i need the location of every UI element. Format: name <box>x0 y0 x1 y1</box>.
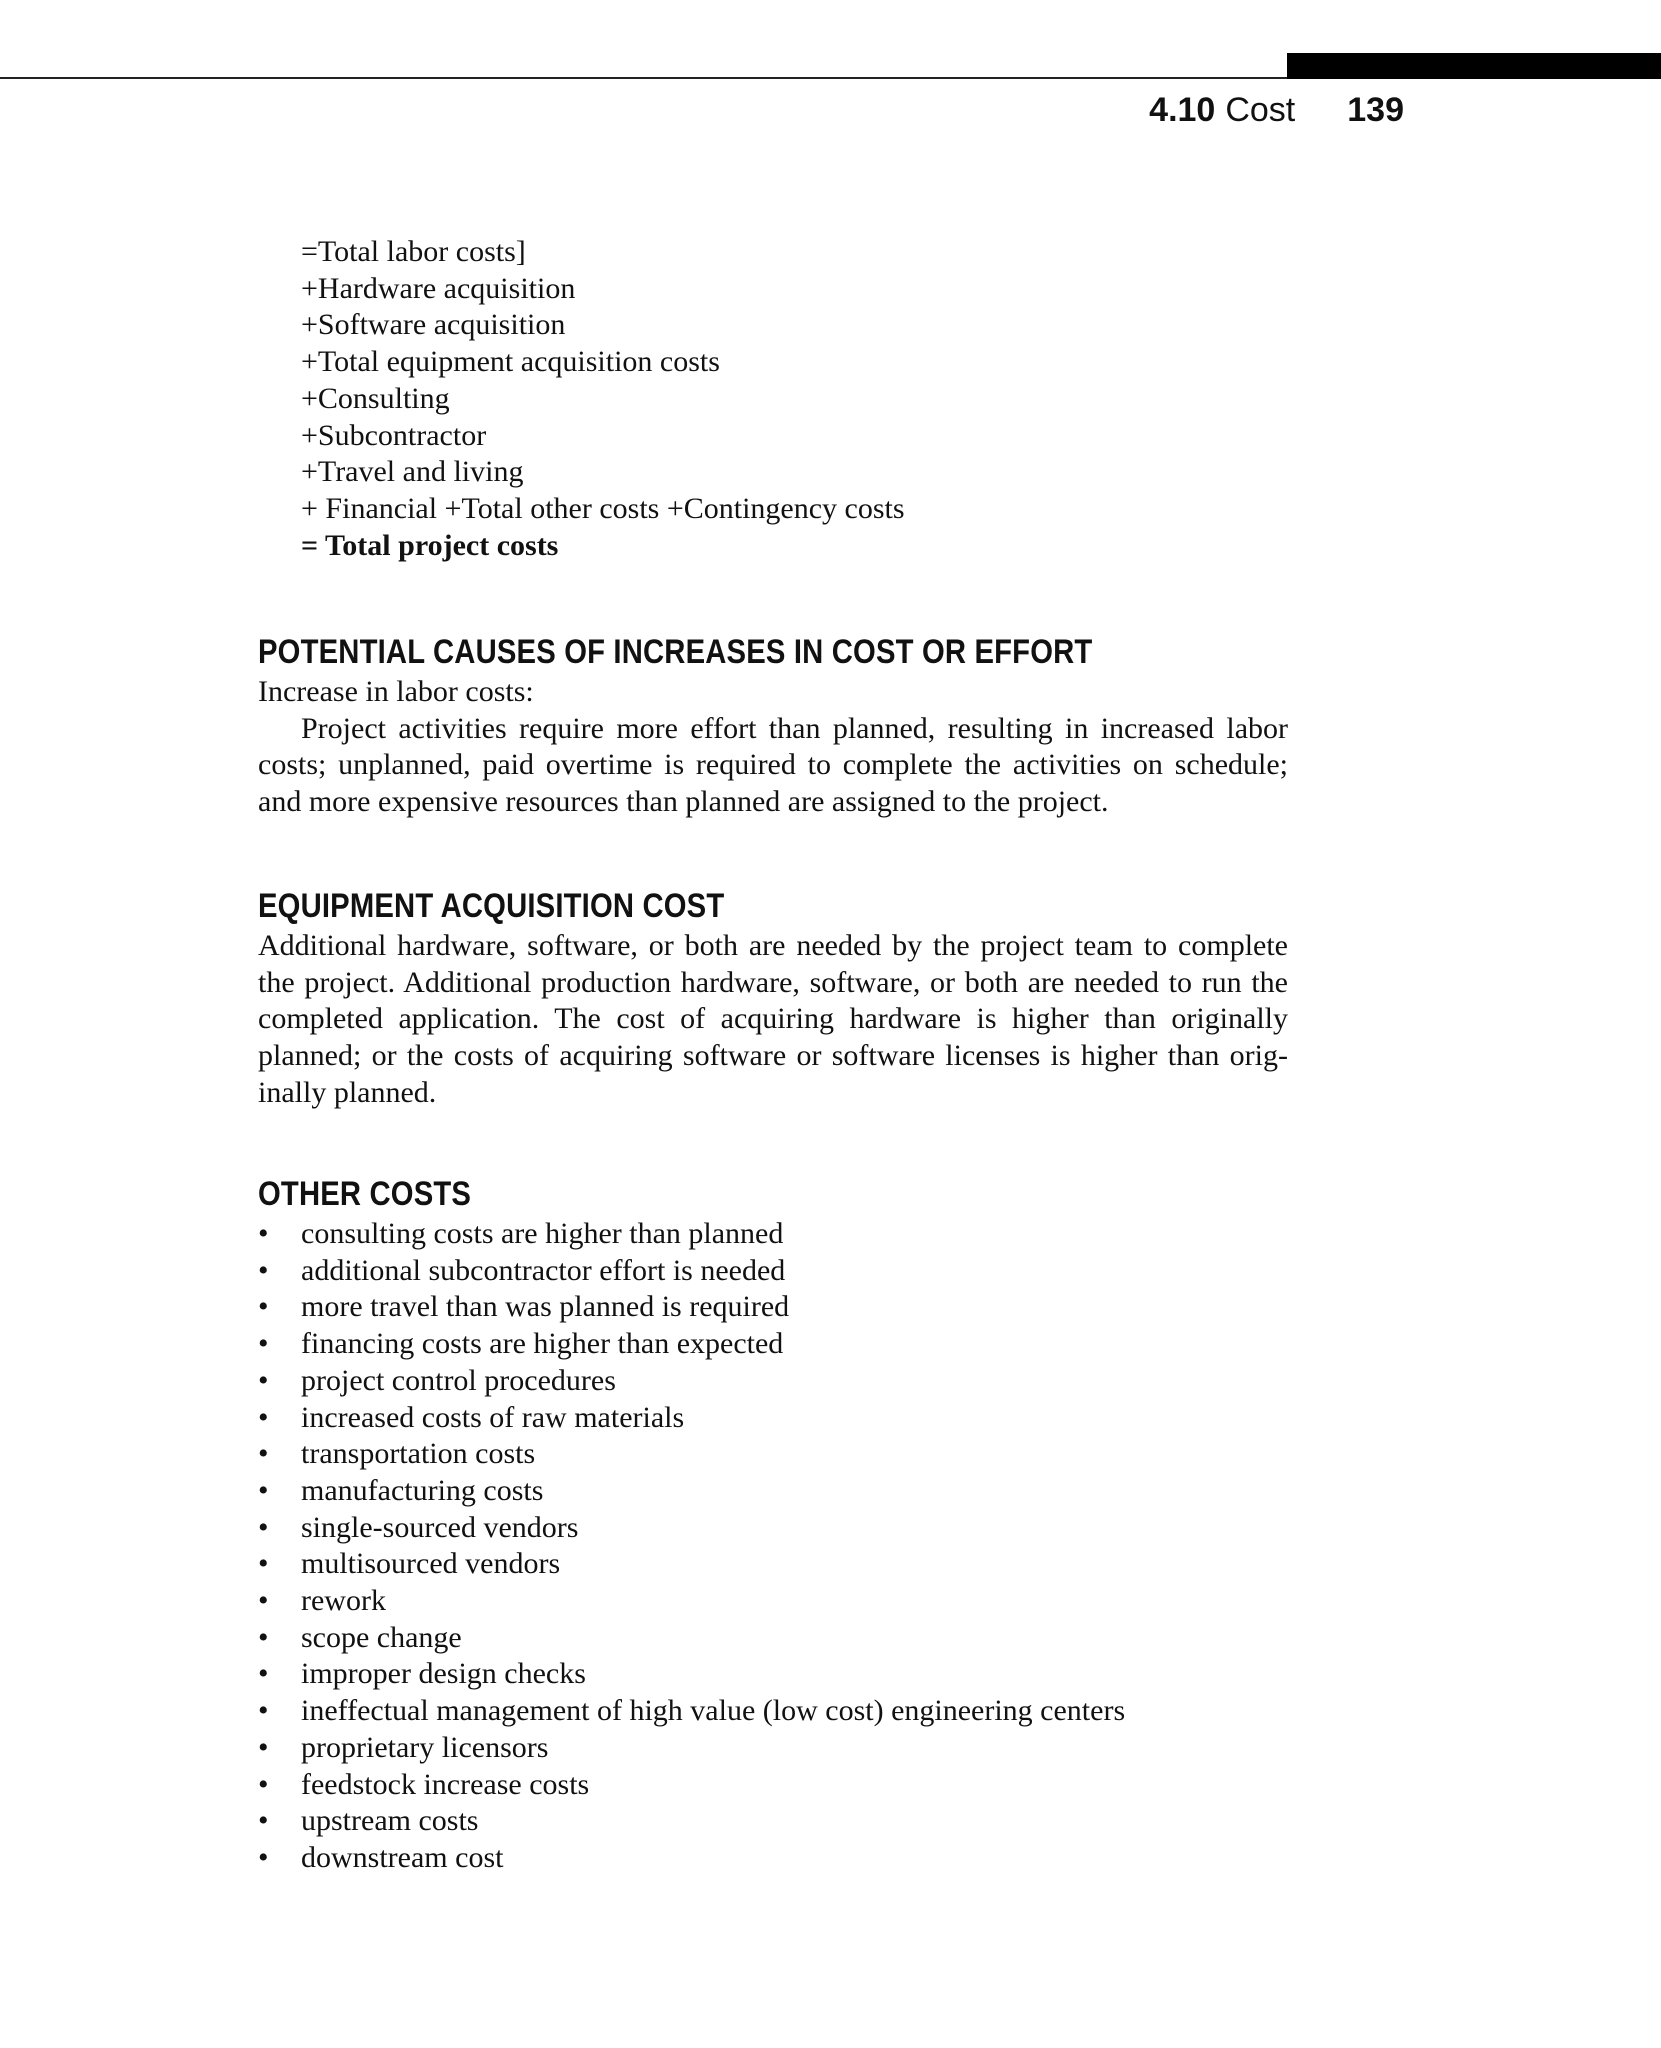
bullet-icon: • <box>258 1363 269 1397</box>
list-item <box>258 1436 1288 1473</box>
bullet-icon: • <box>258 1767 269 1801</box>
list-item <box>258 1473 1288 1510</box>
list-item <box>258 1583 1288 1620</box>
bullet-icon: • <box>258 1584 269 1618</box>
list-item-text: manufacturing costs <box>301 1473 544 1507</box>
list-item-text: feedstock increase costs <box>301 1767 590 1801</box>
section-paragraph: Project activities require more effort than planned, resulting in increased labor costs; unplanned, paid overtime is required to complete the activities on schedule; and more expensive resources than planned are assigned to the project. <box>258 711 1288 819</box>
header-tab-bar <box>1287 53 1661 79</box>
section-title: Cost <box>1225 91 1296 129</box>
list-item <box>258 1253 1288 1290</box>
list-item-text: downstream cost <box>301 1840 504 1874</box>
list-item-text: upstream costs <box>301 1804 479 1838</box>
page-number: 139 <box>1347 91 1404 129</box>
list-item-text: consulting costs are higher than planned <box>301 1217 784 1250</box>
list-item-text: proprietary licensors <box>301 1730 549 1764</box>
list-item-text: ineffectual management of high value (low cost) engineering centers <box>301 1694 1126 1728</box>
list-item <box>258 1840 1288 1877</box>
section-heading: OTHER COSTS <box>258 1175 472 1213</box>
bullet-icon: • <box>258 1327 269 1361</box>
list-item <box>258 1767 1288 1804</box>
list-item-text: scope change <box>301 1620 462 1654</box>
bullet-icon: • <box>258 1694 269 1728</box>
formula-total: = Total project costs <box>301 528 559 562</box>
bullet-icon: • <box>258 1253 269 1287</box>
formula-line: +Travel and living <box>301 455 524 489</box>
bullet-icon: • <box>258 1290 269 1324</box>
list-item-text: project control procedures <box>301 1363 616 1397</box>
running-head <box>1149 88 1404 132</box>
cost-formula <box>301 234 905 564</box>
bullet-icon: • <box>258 1730 269 1764</box>
list-item <box>258 1510 1288 1547</box>
list-item <box>258 1803 1288 1840</box>
list-item-text: improper design checks <box>301 1657 586 1691</box>
list-item-text: multisourced vendors <box>301 1547 561 1581</box>
formula-line: +Total equipment acquisition costs <box>301 345 720 379</box>
list-item-text: rework <box>301 1584 386 1618</box>
list-item-text: additional subcontractor effort is needed <box>301 1253 786 1287</box>
list-item-text: financing costs are higher than expected <box>301 1327 784 1361</box>
list-item <box>258 1400 1288 1437</box>
list-item-text: transportation costs <box>301 1437 536 1471</box>
bullet-icon: • <box>258 1804 269 1838</box>
bullet-icon: • <box>258 1473 269 1507</box>
section-equipment-acquisition <box>258 884 1288 1112</box>
formula-line: =Total labor costs] <box>301 235 526 268</box>
section-other-costs <box>258 1172 1288 1877</box>
list-item <box>258 1289 1288 1326</box>
list-item <box>258 1546 1288 1583</box>
section-paragraph: Additional hardware, software, or both are needed by the project team to complete the project. Additional production hardware, software, or both are needed to run the completed application. The cost of acquiring hardware is higher than originally planned; or the costs of acquiring software or software licenses is higher than orig-inally planned. <box>258 929 1288 1109</box>
list-item <box>258 1656 1288 1693</box>
list-item <box>258 1216 1288 1253</box>
list-item <box>258 1363 1288 1400</box>
list-item <box>258 1730 1288 1767</box>
other-costs-list <box>258 1216 1288 1877</box>
formula-line: + Financial +Total other costs +Contingency costs <box>301 491 905 525</box>
formula-line: +Consulting <box>301 381 450 415</box>
bullet-icon: • <box>258 1840 269 1874</box>
list-item <box>258 1693 1288 1730</box>
section-number: 4.10 <box>1149 91 1216 129</box>
section-heading: EQUIPMENT ACQUISITION COST <box>258 887 725 925</box>
list-item-text: more travel than was planned is required <box>301 1290 790 1324</box>
formula-line: +Software acquisition <box>301 308 566 342</box>
list-item-text: increased costs of raw materials <box>301 1400 685 1434</box>
bullet-icon: • <box>258 1400 269 1434</box>
list-item <box>258 1326 1288 1363</box>
bullet-icon: • <box>258 1437 269 1471</box>
bullet-icon: • <box>258 1657 269 1691</box>
section-heading: POTENTIAL CAUSES OF INCREASES IN COST OR EFFORT <box>258 633 1093 671</box>
formula-line: +Hardware acquisition <box>301 271 576 305</box>
bullet-icon: • <box>258 1547 269 1581</box>
section-intro: Increase in labor costs: <box>258 675 534 708</box>
list-item-text: single-sourced vendors <box>301 1510 579 1544</box>
bullet-icon: • <box>258 1620 269 1654</box>
formula-line: +Subcontractor <box>301 418 487 452</box>
bullet-icon: • <box>258 1217 269 1250</box>
bullet-icon: • <box>258 1510 269 1544</box>
list-item <box>258 1620 1288 1657</box>
section-potential-causes <box>258 630 1288 821</box>
